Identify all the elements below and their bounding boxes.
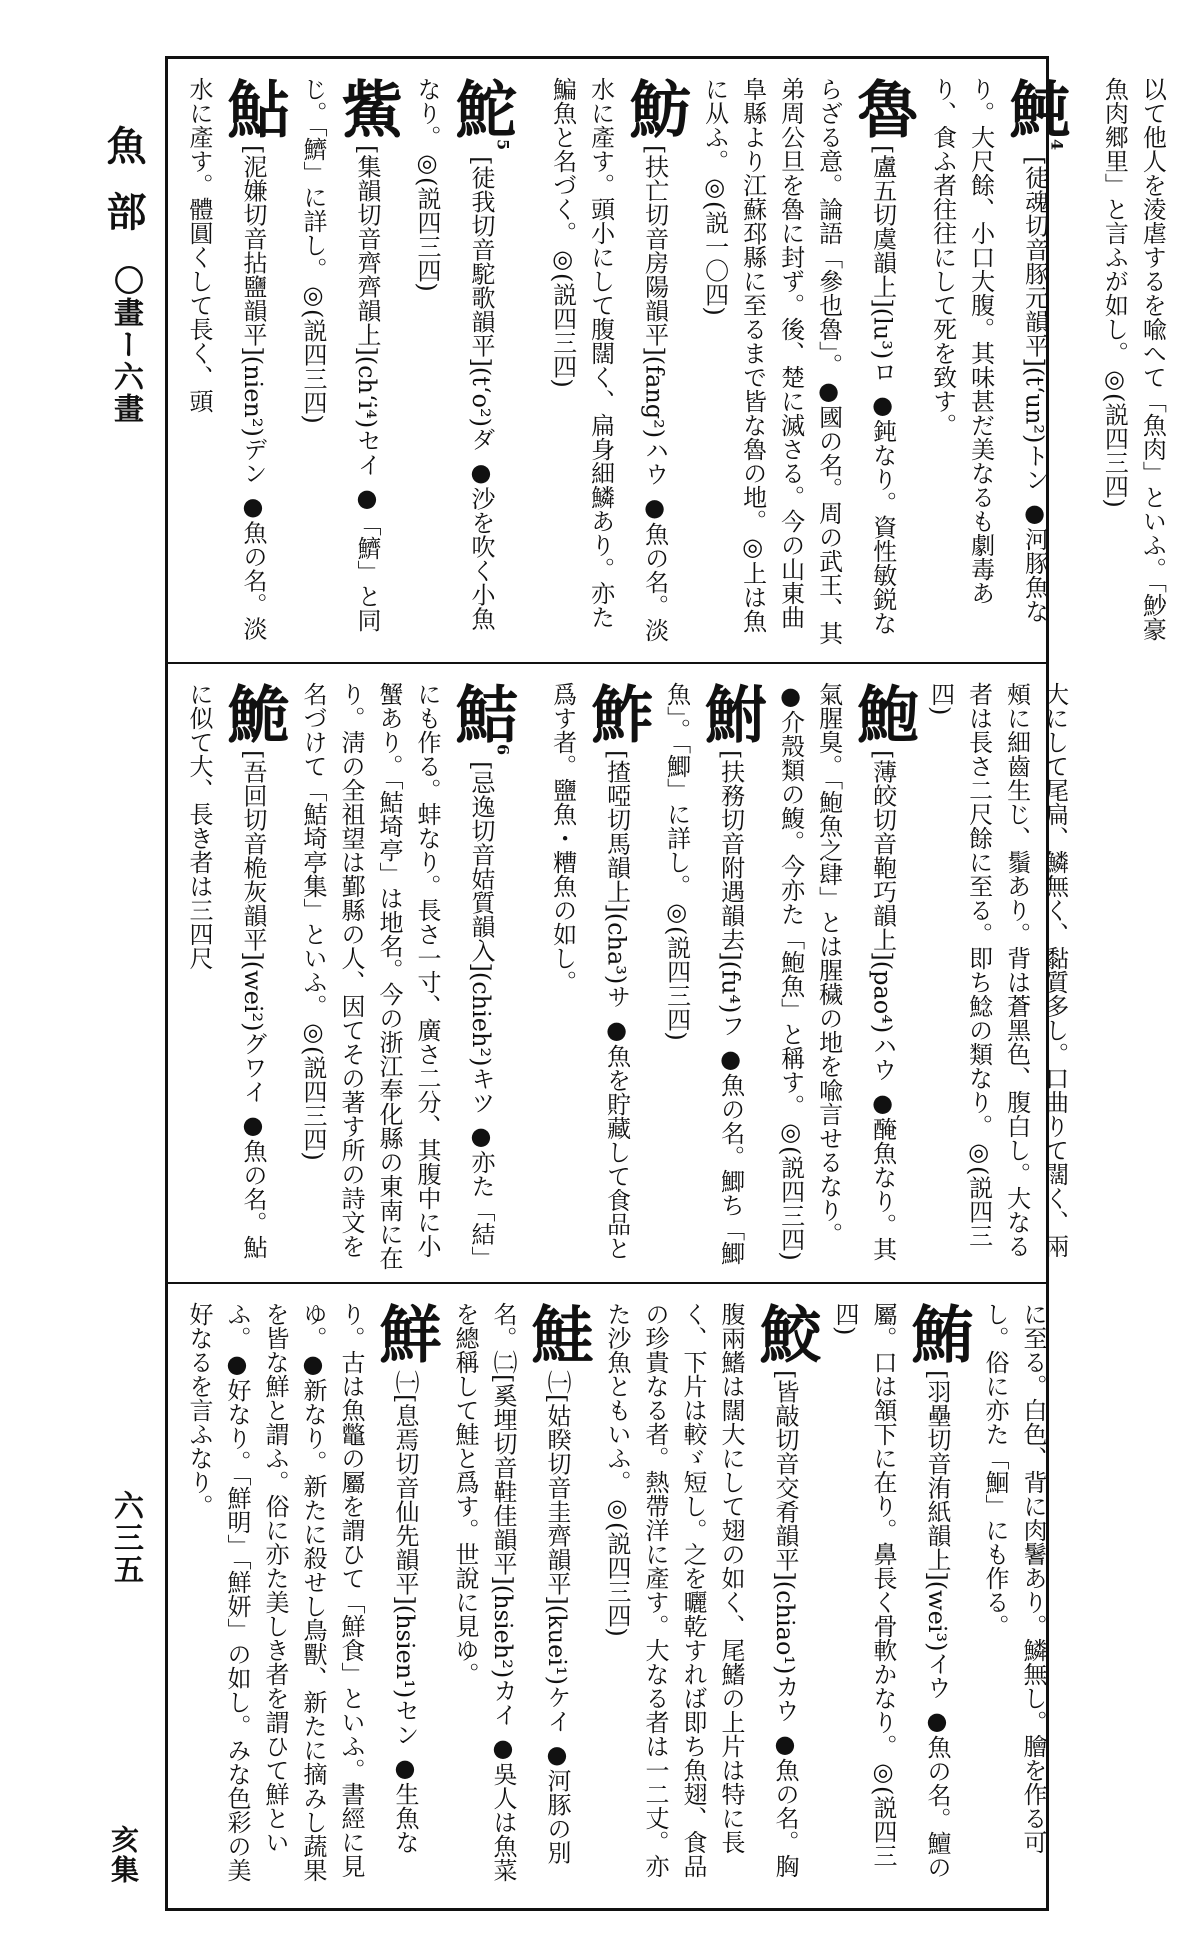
section-band-1 — [168, 59, 1167, 664]
page-frame — [165, 56, 1167, 1911]
headword: 鮭 — [521, 1302, 594, 1364]
headword: 鮠 — [217, 682, 290, 744]
headword: 鮑 — [846, 682, 920, 744]
sidebar — [0, 0, 165, 1948]
dictionary-entry — [180, 77, 288, 650]
stroke-range-label: 〇畫ー六畫 — [108, 265, 143, 425]
dictionary-entry — [544, 77, 690, 650]
section-text-3 — [168, 1284, 1058, 1908]
definition: [扶亡切音房陽韻平](fang²)ハウ ●魚の名。淡水に產す。頭小にして腹闊く、扁身細鱗あり。亦た鯿魚と名づく。◎(説四三四) — [548, 77, 669, 642]
definition: [忌逸切音姞質韻入](chieh²)キツ ●亦た「結」にも作る。蚌なり。長さ一寸、廣さ二分、其腹中に小蟹あり。「鮚埼亭」は地名。今の浙江奉化縣の東南に在り。淸の全祖望は鄞縣の人、因てその著す所の詩文を名づけて「鮚埼亭集」といふ。◎(説四三四) — [299, 682, 495, 1270]
dictionary-entry — [408, 77, 538, 650]
page-number: 六三五 — [108, 1490, 143, 1586]
dictionary-entry — [294, 682, 538, 1270]
dictionary-entry — [924, 77, 1092, 650]
dictionary-entry — [696, 77, 918, 650]
headword: 鮎 — [217, 77, 290, 139]
headword: 鮀$^5$ — [445, 77, 518, 151]
dictionary-entry — [180, 1302, 440, 1896]
headword: 魯 — [846, 77, 920, 139]
definition: [徒魂切音豚元韻平](tʻun²)トン ●河豚魚なり。大尺餘、小口大腹。其味甚だ美なるも劇毒あり、食ふ者往往にして死を致す。 — [928, 77, 1049, 624]
continuation-text: に至る。白色、背に肉鬐あり。鱗無し。膾を作る可し。俗に亦た「鮰」にも作る。 — [981, 1302, 1047, 1854]
continuation-text: 大にして尾扁、鱗無く、黏質多し。口曲りて闊く、兩頰に細齒生じ、鬚あり。背は蒼黑色、腹白し。大なる者は長さ二尺餘に至る。即ち鯰の類なり。◎(説四三四) — [926, 682, 1069, 1258]
definition: [泥嫌切音拈鹽韻平](nien²)デン ●魚の名。淡水に產す。體圓くして長く、頭 — [185, 77, 267, 641]
definition: [吾回切音桅灰韻平](wei²)グワイ ●魚の名。鮎に似て大、長き者は三四尺 — [185, 682, 267, 1260]
section-text-2 — [168, 664, 1080, 1282]
dictionary-entry — [180, 682, 288, 1270]
dictionary-entry — [658, 682, 766, 1270]
definition: [揸啞切馬韻上](cha³)サ ●魚を貯藏して食品と爲す者。鹽魚・糟魚の如し。 — [548, 682, 631, 1260]
definition: ㈠[息焉切音仙先韻平](hsien¹)セン ●生魚なり。古は魚鼈の屬を謂ひて「鮮食」といふ。書經に見ゆ。●新なり。新たに殺せし鳥獸、新たに摘みし蔬果を皆な鮮と謂ふ。俗に亦た美しき者を謂ひて鮮といふ。●好なり。「鮮明」「鮮妍」の如し。みな色彩の美好なるを言ふなり。 — [185, 1302, 419, 1882]
dictionary-entry — [294, 77, 402, 650]
definition: [扶務切音附遇韻去](fu⁴)フ ●魚の名。鯽ち「鯽魚」。「鯽」に詳し。◎(説四三四) — [662, 682, 745, 1266]
headword: 鮮 — [369, 1302, 442, 1364]
headword: 魴 — [618, 77, 692, 139]
headword: 鮒 — [694, 682, 768, 744]
dictionary-entry — [598, 1302, 820, 1896]
section-band-3 — [168, 1284, 1046, 1908]
section-band-2 — [168, 664, 1069, 1284]
dictionary-entry — [544, 682, 652, 1270]
definition: ㈠[姑睽切音圭齊韻平](kuei¹)ケイ ●河豚の別名。㈡[奚埋切音鞋佳韻平](hsieh²)カイ ●吳人は魚菜を總稱して鮭と爲す。世說に見ゆ。 — [451, 1302, 571, 1882]
definition: [徒我切音駝歌韻平](tʻo²)ダ ●沙を吹く小魚なり。◎(説四三四) — [413, 77, 495, 631]
headword: 鮓 — [580, 682, 654, 744]
headword: 鮪 — [901, 1302, 974, 1364]
definition: [薄皎切音鞄巧韻上](pao⁴)ハウ ●醃魚なり。其氣腥臭。「鮑魚之肆」とは腥穢の地を喩言せるなり。●介殼類の鰒。今亦た「鮑魚」と稱す。◎(説四三四) — [776, 682, 897, 1261]
dictionary-entry — [446, 1302, 592, 1896]
definition: [皆敲切音交肴韻平](chiao¹)カウ ●魚の名。胸腹兩鰭は闊大にして翅の如く、尾鰭の上片は特に長く、下片は較ゞ短し。之を曬乾すれば即ち魚翅、食品の珍貴なる者。熱帶洋に產す。大なる者は一二丈。亦た沙魚ともいふ。◎(説四三四) — [603, 1302, 799, 1879]
definition: [集韻切音齊齊韻上](chʻi⁴)セイ ●「鱭」と同じ。「鱭」に詳し。◎(説四三四) — [299, 77, 381, 632]
radical-label: 魚部 — [100, 125, 147, 257]
headword: 魨$^4$ — [998, 77, 1072, 151]
headword: 鮚$^6$ — [445, 682, 518, 756]
dictionary-entry — [826, 1302, 972, 1896]
headword: 鮫 — [749, 1302, 822, 1364]
continuation-text: 以て他人を淩虐するを喩へて「魚肉」といふ。「魦豪魚肉郷里」と言ふが如し。◎(説四三四) — [1100, 77, 1167, 641]
definition: [盧五切虞韻上](lu³)ロ ●鈍なり。資性敏鋭ならざる意。論語「參也魯」。●國の名。周の武王、其弟周公旦を魯に封ず。後、楚に滅さる。今の山東曲阜縣より江蘇邳縣に至るまで皆な魯の地。◎上は魚に从ふ。◎(説一〇四) — [700, 77, 897, 645]
section-text-1 — [168, 59, 1177, 662]
dictionary-entry — [772, 682, 918, 1270]
definition: [羽壘切音洧紙韻上](wei³)イウ ●魚の名。鱣の屬。口は頷下に在り。鼻長く骨軟かなり。◎(説四三四) — [831, 1302, 951, 1880]
volume-label: 亥集 — [107, 1825, 140, 1885]
headword: 鮆 — [331, 77, 404, 139]
